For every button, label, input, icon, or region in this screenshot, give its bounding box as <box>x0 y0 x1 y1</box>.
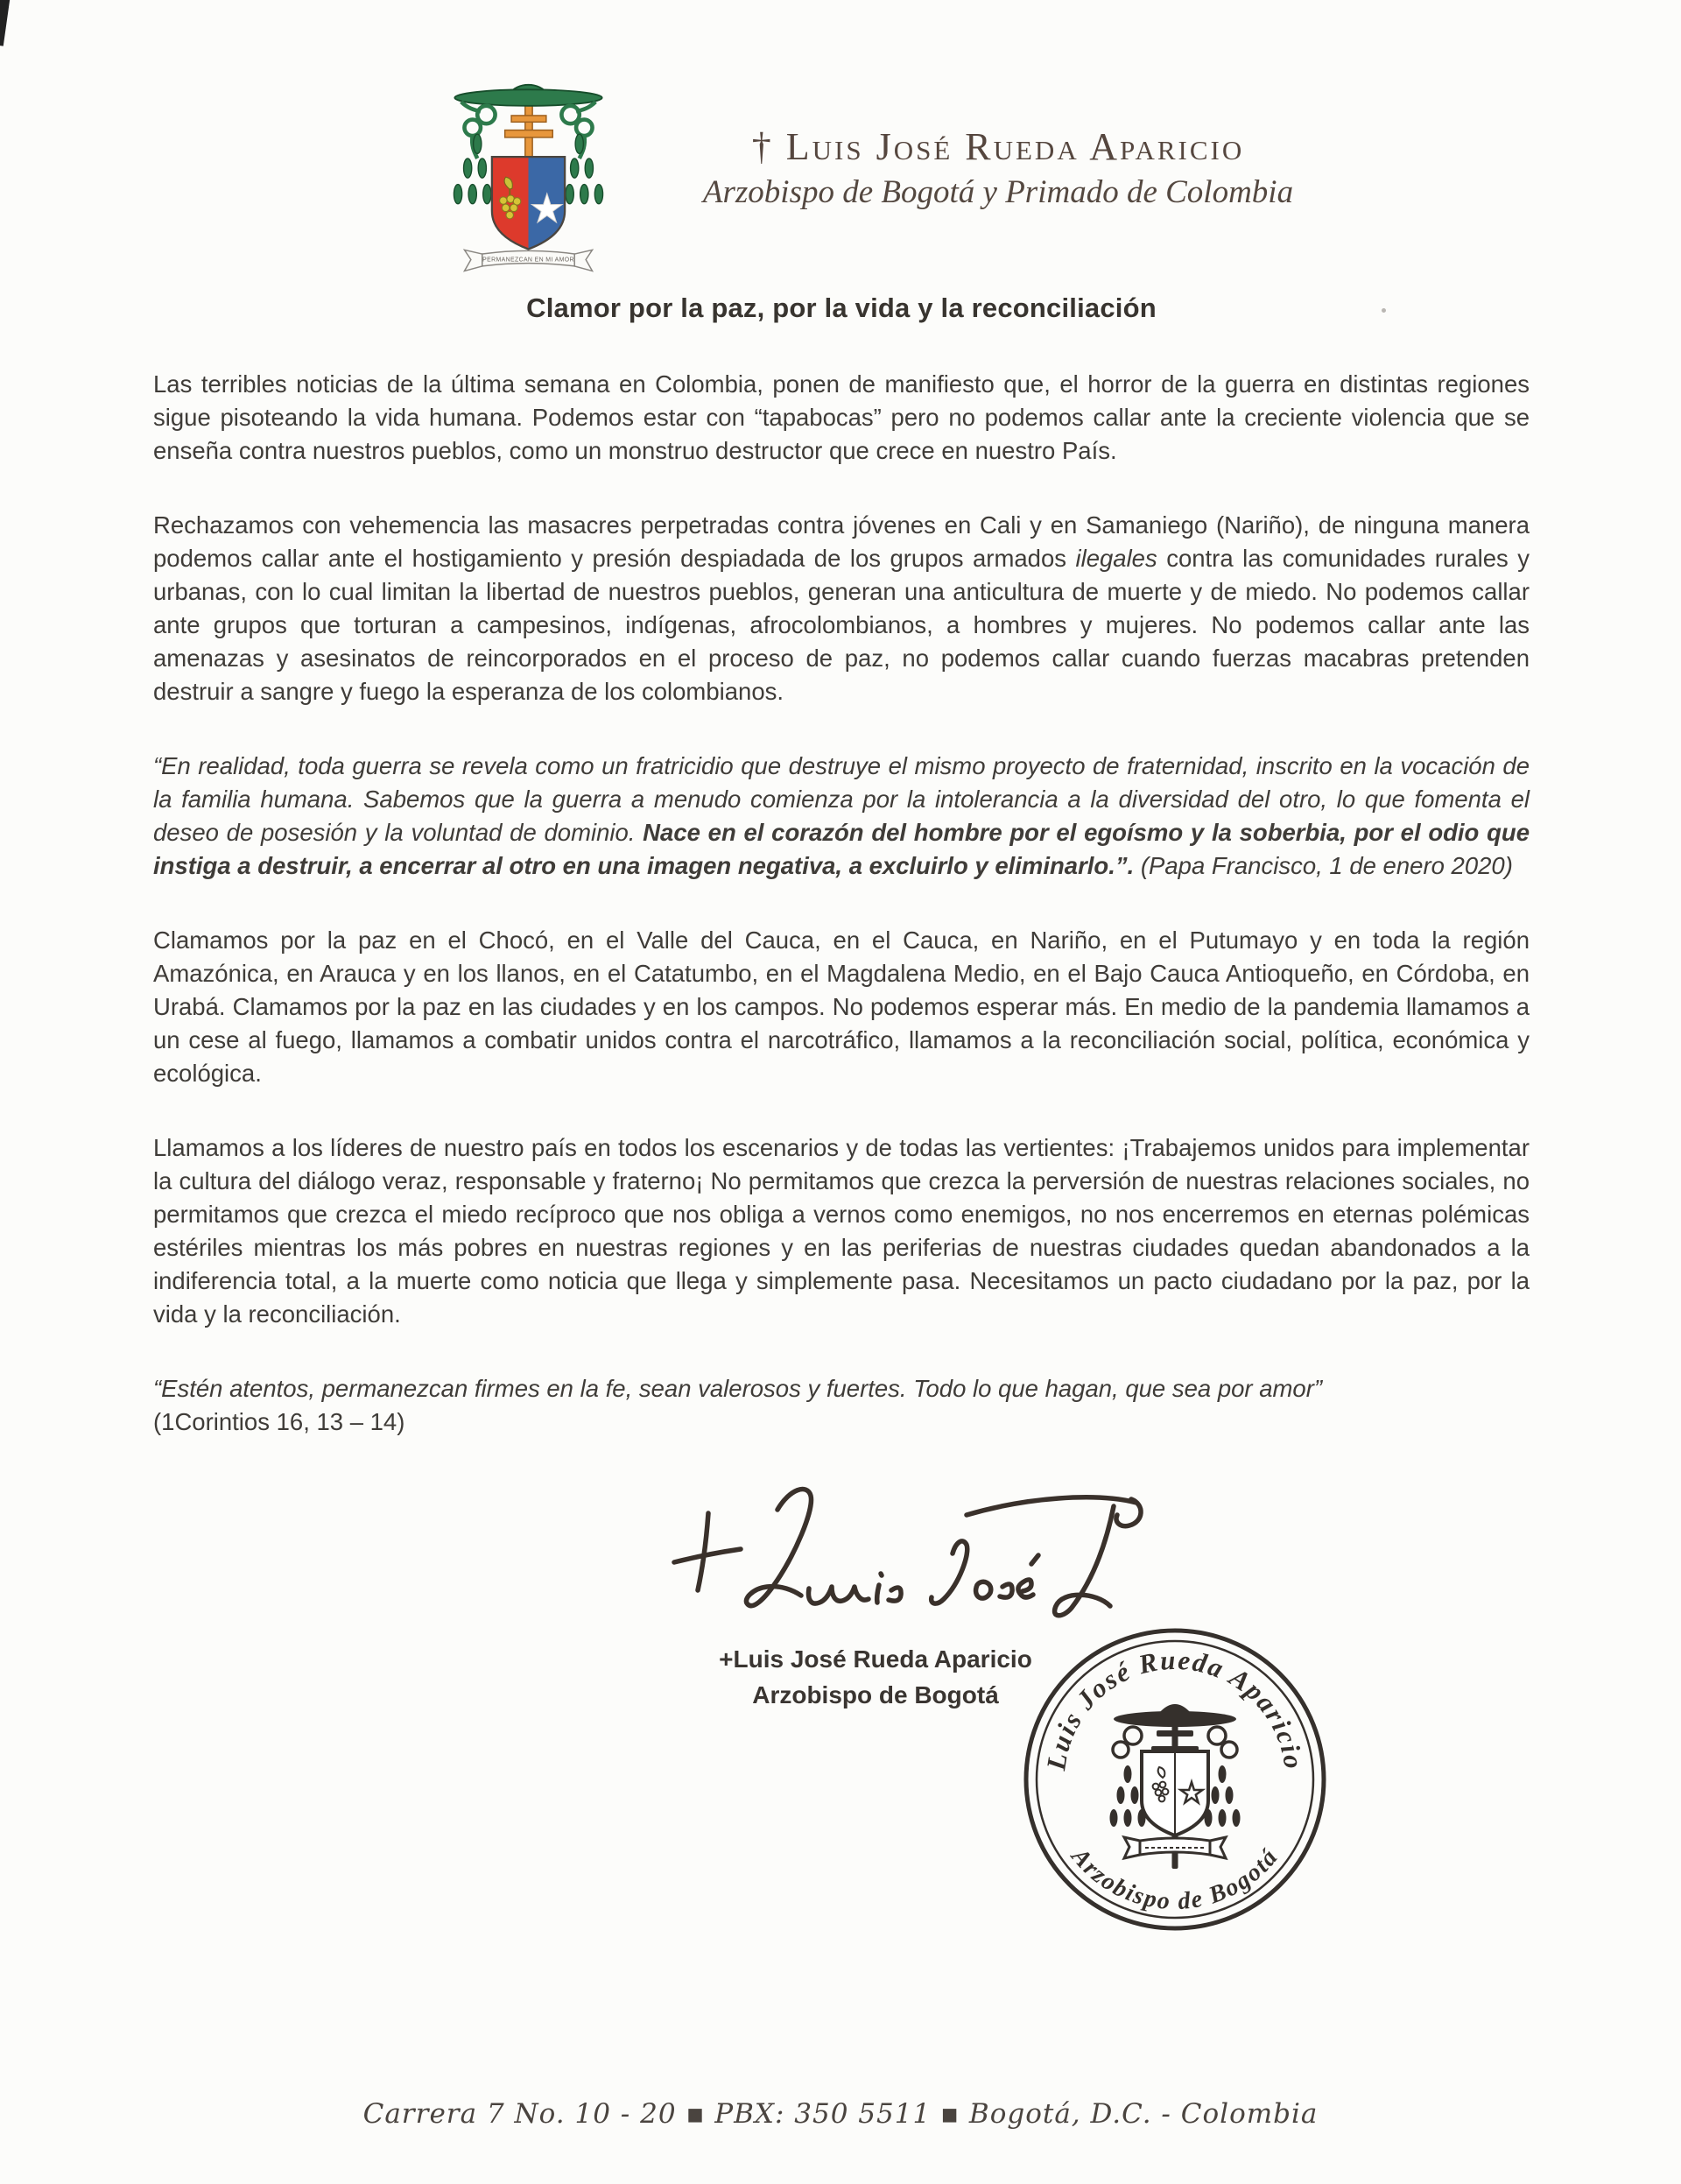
signature-role: Arzobispo de Bogotá <box>752 1681 999 1708</box>
paragraph: “Estén atentos, permanezcan firmes en la fe, sean valerosos y fuertes. Todo lo que hagan, que sea por amor” (1Corintios 16, 13 – 14) <box>153 1375 1323 1435</box>
paragraph: Clamamos por la paz en el Chocó, en el Valle del Cauca, en el Cauca, en Nariño, en el Putumayo y en toda la región Amazónica, en Arauca y en los llanos, en el Catatumbo, en el Magdalena Medio, en el Bajo Cauca Antioqueño, en Córdoba, en Urabá. Clamamos por la paz en las ciudades y en los campos. No podemos esperar más. En medio de la pandemia llamamos a un cese al fuego, llamamos a combatir unidos contra el narcotráfico, llamamos a la reconciliación social, política, económica y ecológica. <box>153 926 1530 1087</box>
signature-name: +Luis José Rueda Aparicio <box>719 1645 1032 1673</box>
document-title: Clamor por la paz, por la vida y la reconciliación <box>526 292 1157 323</box>
footer-address: Carrera 7 No. 10 - 20 ▪ PBX: 350 5511 ▪ Bogotá, D.C. - Colombia <box>362 2098 1319 2130</box>
paragraph: Llamamos a los líderes de nuestro país en todos los escenarios y de todas las vertientes: ¡Trabajemos unidos para implementar la cultura del diálogo veraz, responsable y fraterno¡ No permitamos que crezca la perversión de nuestras relaciones sociales, no permitamos que crezca el miedo recíproco que nos obliga a vernos como enemigos, no nos encerremos en eternas polémicas estériles mientras los más pobres en nuestras regiones y en las periferias de nuestras ciudades quedan abandonados a la indiferencia total, a la muerte como noticia que llega y simplemente pasa. Necesitamos un pacto ciudadano por la paz, por la vida y la reconciliación. <box>153 1134 1530 1328</box>
seal-top-text: Luis José Rueda Aparicio <box>1040 1644 1310 1772</box>
paragraph: Las terribles noticias de la última semana en Colombia, ponen de manifiesto que, el horror de la guerra en distintas regiones sigue pisoteando la vida humana. Podemos estar con “tapabocas” pero no podemos callar ante la creciente violencia que se enseña contra nuestros pueblos, como un monstruo destructor que crece en nuestro País. <box>153 370 1530 464</box>
archbishop-name: † Luis José Rueda Aparicio <box>751 125 1245 168</box>
paragraph: Rechazamos con vehemencia las masacres perpetradas contra jóvenes en Cali y en Samaniego (Nariño), de ninguna manera podemos callar ante el hostigamiento y presión despiadada de los grupos armados ilegales contra las comunidades rurales y urbanas, con lo cual limitan la libertad de nuestros pueblos, generan una anticultura de muerte y de miedo. No podemos callar ante grupos que torturan a campesinos, indígenas, afrocolombianos, a hombres y mujeres. No podemos callar ante las amenazas y asesinatos de reincorporados en el proceso de paz, no podemos callar cuando fuerzas macabras pretenden destruir a sangre y fuego la esperanza de los colombianos. <box>153 511 1530 705</box>
coat-of-arms-icon <box>435 61 622 276</box>
paragraph: “En realidad, toda guerra se revela como un fratricidio que destruye el mismo proyecto de fraternidad, inscrito en la vocación de la familia humana. Sabemos que la guerra a menudo comienza por la intolerancia a la diversidad del otro, lo que fomenta el deseo de posesión y la voluntad de dominio. Nace en el corazón del hombre por el egoísmo y la soberbia, por el odio que instiga a destruir, a encerrar al otro en una imagen negativa, a excluirlo y eliminarlo.”. (Papa Francisco, 1 de enero 2020) <box>153 752 1530 879</box>
archbishop-subtitle: Arzobispo de Bogotá y Primado de Colombia <box>702 174 1294 210</box>
scan-artifact <box>0 0 11 46</box>
letterhead <box>674 124 1322 215</box>
archbishop-seal-stamp <box>1017 1622 1333 1937</box>
seal-coat-of-arms-icon <box>1110 1704 1241 1869</box>
seal-bottom-text: Arzobispo de Bogotá <box>1066 1842 1284 1916</box>
coat-of-arms-motto: PERMANEZCAN EN MI AMOR <box>482 257 574 264</box>
body-paragraphs <box>153 368 1530 1480</box>
